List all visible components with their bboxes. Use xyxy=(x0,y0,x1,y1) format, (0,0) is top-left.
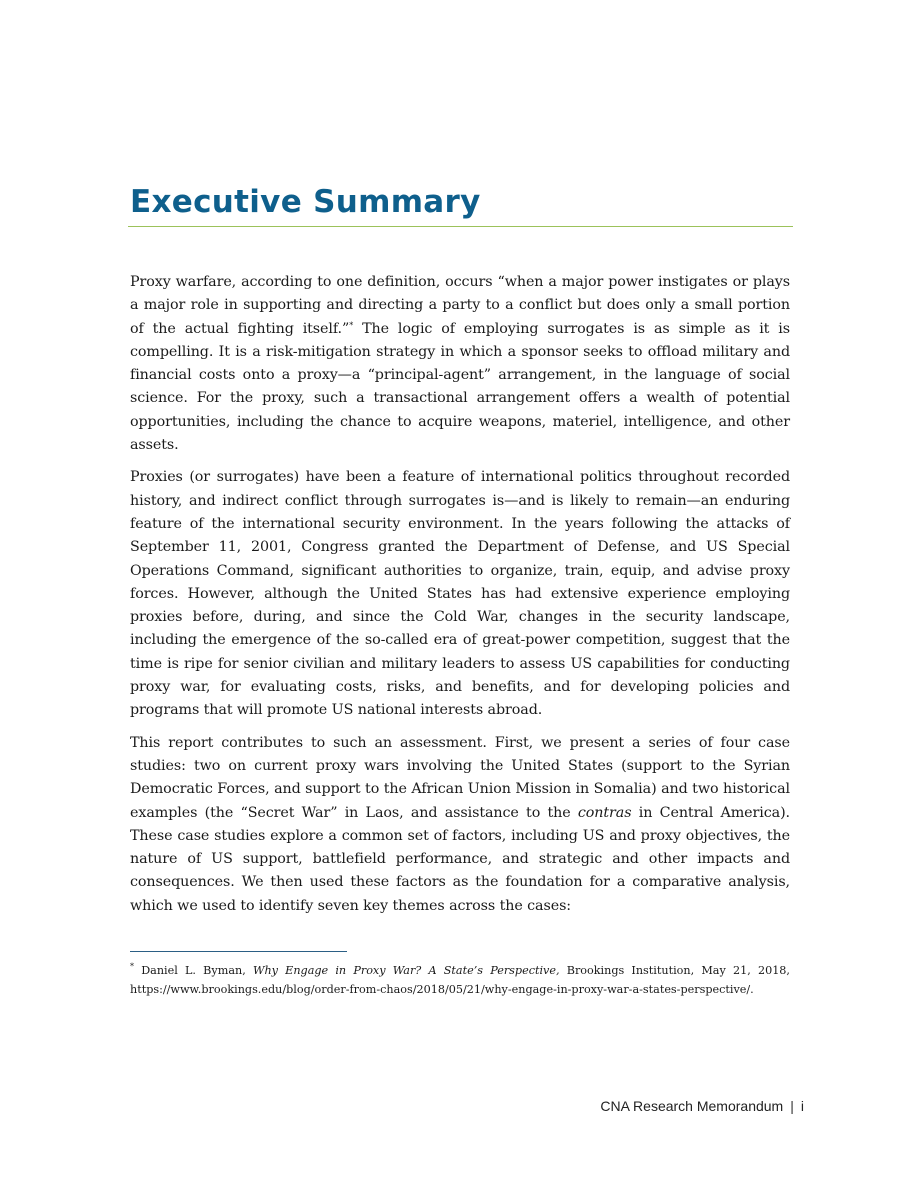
footnote-author: Daniel L. Byman, xyxy=(134,964,253,977)
footer-separator: | xyxy=(790,1098,794,1114)
footer-label: CNA Research Memorandum xyxy=(600,1098,784,1114)
paragraph-1 xyxy=(130,271,790,457)
footnote-divider xyxy=(130,951,347,952)
page-title: Executive Summary xyxy=(130,184,481,220)
body-text xyxy=(130,271,790,927)
footnote-rest: Brookings Institution, May 21, 2018, https://www.brookings.edu/blog/order-from-chaos/2018/05/21/why-engage-in-proxy-war-a-states-perspective/. xyxy=(130,964,790,996)
paragraph-2: Proxies (or surrogates) have been a feature of international politics throughout recorded history, and indirect conflict through surrogates is—and is likely to remain—an enduring feature of the international security environment. In the years following the attacks of September 11, 2001, Congress granted the Department of Defense, and US Special Operations Command, significant authorities to organize, train, equip, and advise proxy forces. However, although the United States has had extensive experience employing proxies before, during, and since the Cold War, changes in the security landscape, including the emergence of the so-called era of great-power competition, suggest that the time is ripe for senior civilian and military leaders to assess US capabilities for conducting proxy war, for evaluating costs, risks, and benefits, and for developing policies and programs that will promote US national interests abroad. xyxy=(130,469,790,719)
paragraph-1-text-a: Proxy warfare, according to one definition, occurs “when a major power instigates or plays a major role in supporting and directing a party to a conflict but does only a small portion of the actual fighting itself.” xyxy=(130,274,790,337)
paragraph-1-text-b: The logic of employing surrogates is as simple as it is compelling. It is a risk-mitigation strategy in which a sponsor seeks to offload military and financial costs onto a proxy—a “principal-agent” arrangement, in the language of social science. For the proxy, such a transactional arrangement offers a wealth of potential opportunities, including the chance to acquire weapons, materiel, intelligence, and other assets. xyxy=(130,320,790,454)
paragraph-3-text-a: This report contributes to such an assessment. First, we present a series of four case studies: two on current proxy wars involving the United States (support to the Syrian Democratic Forces, and support to the African Union Mission in Somalia) and two historical examples (the “Secret War” in Laos, and assistance to the xyxy=(130,734,790,821)
paragraph-3-text-b: in Central America). These case studies explore a common set of factors, including US and proxy objectives, the nature of US support, battlefield performance, and strategic and other impacts and consequences. We then used these factors as the foundation for a comparative analysis, which we used to identify seven key themes across the cases: xyxy=(130,804,790,914)
footnote-title: Why Engage in Proxy War? A State’s Perspective, xyxy=(252,964,560,977)
footnote xyxy=(130,961,790,999)
title-divider xyxy=(128,226,793,227)
footnote-reference[interactable]: * xyxy=(349,320,354,330)
paragraph-3-italic: contras xyxy=(577,804,632,821)
paragraph-3 xyxy=(130,732,790,918)
page-footer xyxy=(600,1098,804,1114)
page-number: i xyxy=(800,1098,804,1114)
footnote-marker: * xyxy=(130,962,134,971)
